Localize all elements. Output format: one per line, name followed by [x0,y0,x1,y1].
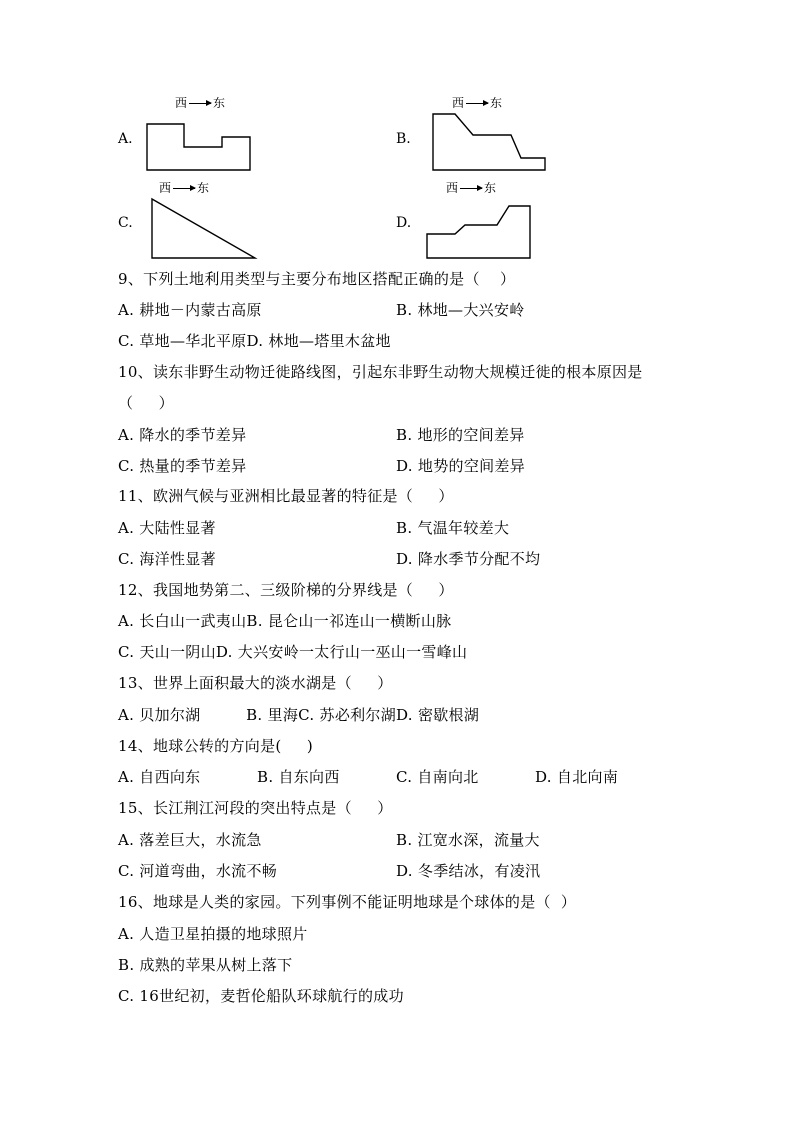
question-16-stem: 16、地球是人类的家园。下列事例不能证明地球是个球体的是（ ） [118,893,577,911]
question-10-stem: 10、读东非野生动物迁徙路线图，引起东非野生动物大规模迁徙的根本原因是 [118,363,643,381]
q13-options: A. 贝加尔湖 B. 里海C. 苏必利尔湖D. 密歇根湖 [118,706,480,724]
q12-option-cd: C. 天山一阴山D. 大兴安岭一太行山一巫山一雪峰山 [118,643,468,661]
question-14-stem: 14、地球公转的方向是( ) [118,737,314,755]
option-label-d: D. [396,215,412,231]
q11-option-d: D. 降水季节分配不均 [396,550,541,568]
terrain-profile-a [140,118,260,178]
option-label-a: A. [118,131,133,147]
q11-option-a: A. 大陆性显著 [118,519,216,537]
q9-option-cd: C. 草地—华北平原D. 林地—塔里木盆地 [118,332,391,350]
arrow-icon [173,188,195,189]
option-label-c: C. [118,215,133,231]
terrain-profile-b [425,108,555,178]
q14-option-a: A. 自西向东 [118,768,201,786]
option-label-b: B. [396,131,411,147]
direction-arrow-a [175,96,225,110]
q12-option-ab: A. 长白山一武夷山B. 昆仑山一祁连山一横断山脉 [118,612,452,630]
direction-arrow-d [446,181,496,195]
question-10-stem-cont: （ ） [118,394,174,412]
q16-option-a: A. 人造卫星拍摄的地球照片 [118,925,308,943]
q15-option-a: A. 落差巨大，水流急 [118,831,262,849]
question-9-stem: 9、下列土地利用类型与主要分布地区搭配正确的是（ ） [118,270,516,288]
q14-option-c: C. 自南向北 [396,768,479,786]
q14-option-d: D. 自北向南 [535,768,619,786]
direction-east: 东 [197,181,210,195]
direction-west: 西 [452,96,465,110]
direction-east: 东 [213,96,226,110]
question-11-stem: 11、欧洲气候与亚洲相比最显著的特征是（ ） [118,487,454,505]
q15-option-b: B. 江宽水深，流量大 [396,831,540,849]
q16-option-b: B. 成熟的苹果从树上落下 [118,956,293,974]
direction-east: 东 [484,181,497,195]
q14-option-b: B. 自东向西 [257,768,340,786]
question-13-stem: 13、世界上面积最大的淡水湖是（ ） [118,674,393,692]
q10-option-a: A. 降水的季节差异 [118,426,247,444]
q10-option-c: C. 热量的季节差异 [118,457,247,475]
direction-west: 西 [446,181,459,195]
q10-option-b: B. 地形的空间差异 [396,426,525,444]
arrow-icon [460,188,482,189]
q11-option-b: B. 气温年较差大 [396,519,510,537]
q10-option-d: D. 地势的空间差异 [396,457,526,475]
direction-west: 西 [159,181,172,195]
q9-option-a: A. 耕地－内蒙古高原 [118,301,262,319]
q15-option-c: C. 河道弯曲，水流不畅 [118,862,278,880]
q9-option-b: B. 林地—大兴安岭 [396,301,525,319]
question-12-stem: 12、我国地势第二、三级阶梯的分界线是（ ） [118,581,454,599]
q15-option-d: D. 冬季结冰，有凌汛 [396,862,541,880]
q16-option-c: C. 16世纪初，麦哲伦船队环球航行的成功 [118,987,404,1005]
question-15-stem: 15、长江荆江河段的突出特点是（ ） [118,799,393,817]
terrain-profile-d [420,200,540,262]
direction-east: 东 [490,96,503,110]
direction-west: 西 [175,96,188,110]
arrow-icon [189,103,211,104]
terrain-profile-c [145,194,265,264]
arrow-icon [466,103,488,104]
direction-arrow-c [159,181,209,195]
q11-option-c: C. 海洋性显著 [118,550,216,568]
